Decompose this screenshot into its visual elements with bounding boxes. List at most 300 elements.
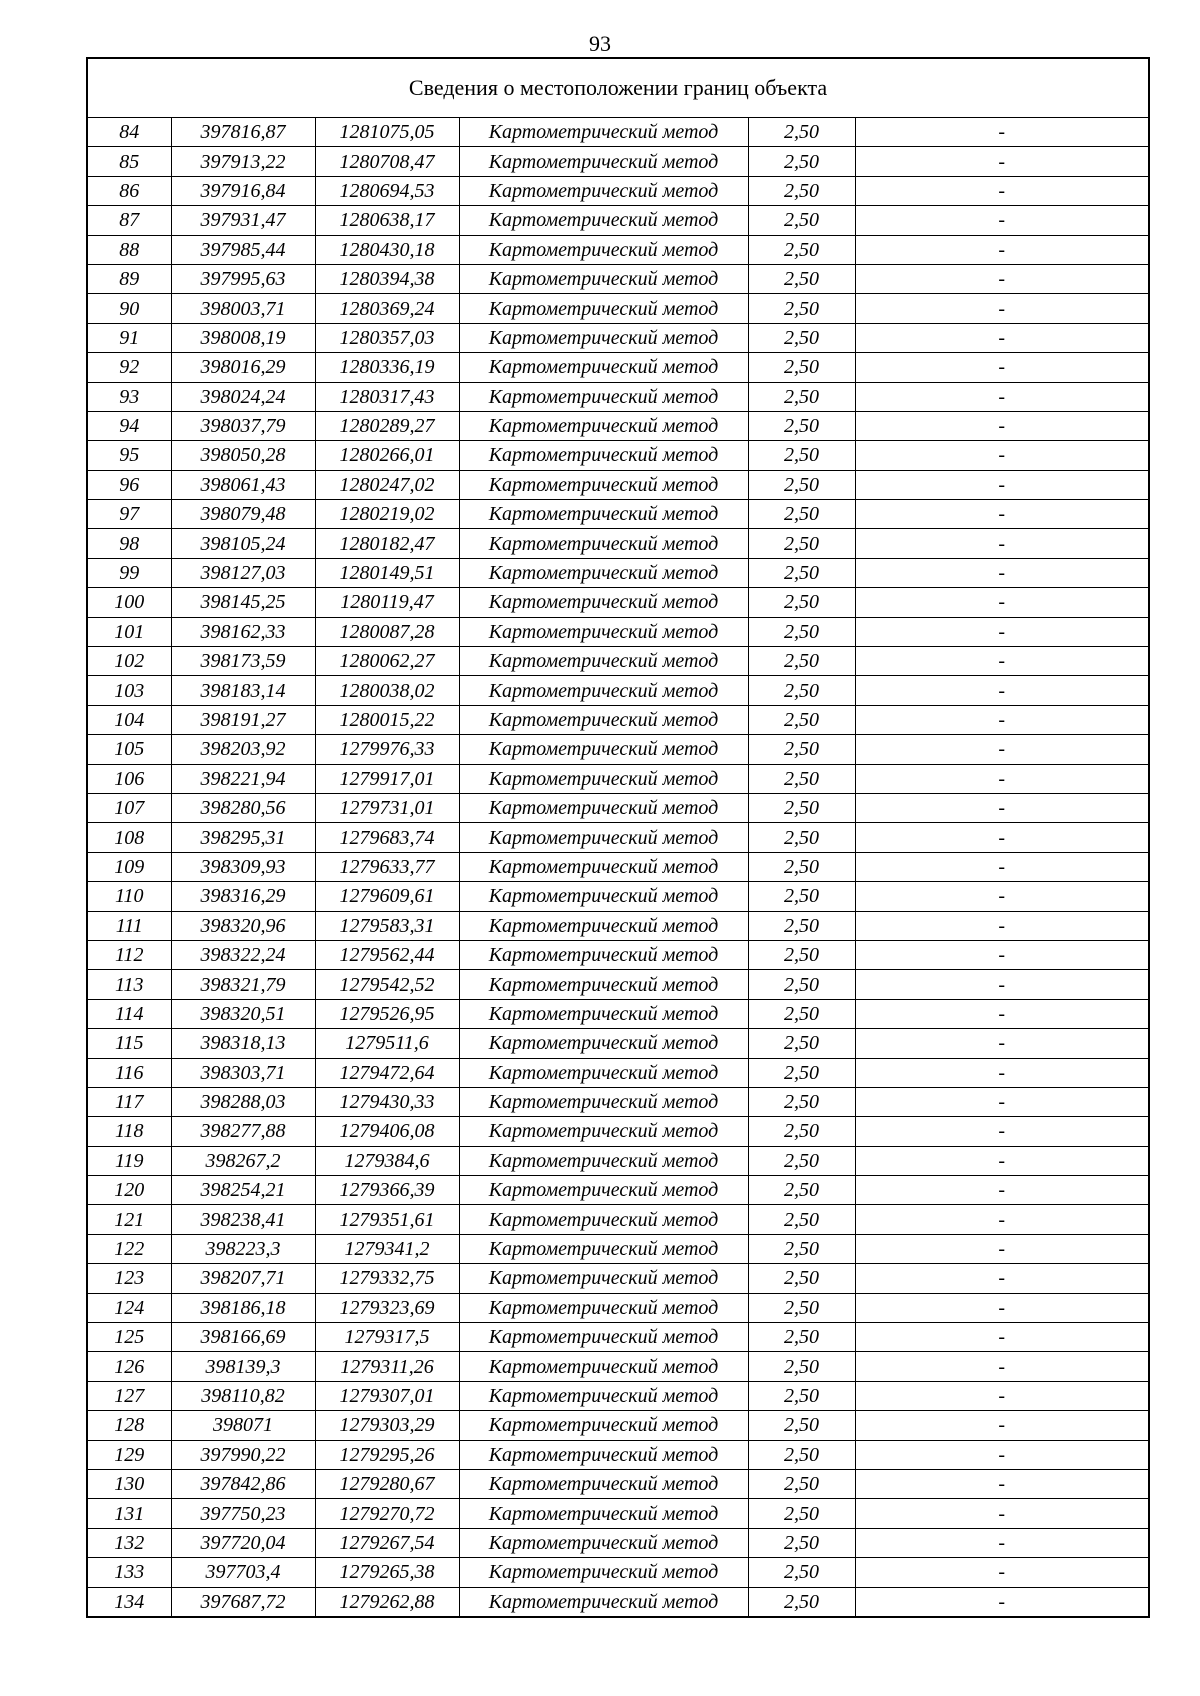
- y-coordinate-cell: 1281075,05: [315, 118, 459, 147]
- point-number-cell: 90: [87, 294, 171, 323]
- y-coordinate-cell: 1279270,72: [315, 1499, 459, 1528]
- description-cell: -: [855, 911, 1149, 940]
- x-coordinate-cell: 397913,22: [171, 147, 315, 176]
- description-cell: -: [855, 999, 1149, 1028]
- accuracy-cell: 2,50: [748, 735, 855, 764]
- description-cell: -: [855, 441, 1149, 470]
- accuracy-cell: 2,50: [748, 1352, 855, 1381]
- description-cell: -: [855, 940, 1149, 969]
- method-cell: Картометрический метод: [459, 1087, 748, 1116]
- accuracy-cell: 2,50: [748, 235, 855, 264]
- table-row: [87, 1293, 1149, 1322]
- method-cell: Картометрический метод: [459, 1528, 748, 1557]
- point-number-cell: 134: [87, 1587, 171, 1617]
- table-row: [87, 999, 1149, 1028]
- table-row: [87, 911, 1149, 940]
- x-coordinate-cell: 398277,88: [171, 1117, 315, 1146]
- accuracy-cell: 2,50: [748, 1293, 855, 1322]
- table-row: [87, 1117, 1149, 1146]
- point-number-cell: 103: [87, 676, 171, 705]
- method-cell: Картометрический метод: [459, 676, 748, 705]
- accuracy-cell: 2,50: [748, 1264, 855, 1293]
- method-cell: Картометрический метод: [459, 235, 748, 264]
- table-row: [87, 235, 1149, 264]
- x-coordinate-cell: 398318,13: [171, 1029, 315, 1058]
- method-cell: Картометрический метод: [459, 970, 748, 999]
- description-cell: -: [855, 647, 1149, 676]
- y-coordinate-cell: 1280119,47: [315, 588, 459, 617]
- accuracy-cell: 2,50: [748, 118, 855, 147]
- description-cell: -: [855, 1117, 1149, 1146]
- x-coordinate-cell: 397931,47: [171, 206, 315, 235]
- point-number-cell: 132: [87, 1528, 171, 1557]
- accuracy-cell: 2,50: [748, 1117, 855, 1146]
- table-row: [87, 353, 1149, 382]
- description-cell: -: [855, 235, 1149, 264]
- description-cell: -: [855, 1352, 1149, 1381]
- method-cell: Картометрический метод: [459, 1117, 748, 1146]
- table-row: [87, 118, 1149, 147]
- method-cell: Картометрический метод: [459, 1323, 748, 1352]
- point-number-cell: 101: [87, 617, 171, 646]
- x-coordinate-cell: 398016,29: [171, 353, 315, 382]
- y-coordinate-cell: 1280357,03: [315, 323, 459, 352]
- x-coordinate-cell: 398183,14: [171, 676, 315, 705]
- accuracy-cell: 2,50: [748, 940, 855, 969]
- description-cell: -: [855, 1587, 1149, 1617]
- point-number-cell: 133: [87, 1558, 171, 1587]
- method-cell: Картометрический метод: [459, 529, 748, 558]
- point-number-cell: 97: [87, 500, 171, 529]
- y-coordinate-cell: 1280149,51: [315, 558, 459, 587]
- point-number-cell: 127: [87, 1381, 171, 1410]
- point-number-cell: 89: [87, 264, 171, 293]
- point-number-cell: 110: [87, 882, 171, 911]
- description-cell: -: [855, 1558, 1149, 1587]
- table-row: [87, 1323, 1149, 1352]
- method-cell: Картометрический метод: [459, 617, 748, 646]
- point-number-cell: 115: [87, 1029, 171, 1058]
- accuracy-cell: 2,50: [748, 1323, 855, 1352]
- table-row: [87, 529, 1149, 558]
- accuracy-cell: 2,50: [748, 1176, 855, 1205]
- table-row: [87, 647, 1149, 676]
- x-coordinate-cell: 398127,03: [171, 558, 315, 587]
- point-number-cell: 131: [87, 1499, 171, 1528]
- point-number-cell: 124: [87, 1293, 171, 1322]
- method-cell: Картометрический метод: [459, 147, 748, 176]
- y-coordinate-cell: 1279406,08: [315, 1117, 459, 1146]
- point-number-cell: 130: [87, 1469, 171, 1498]
- point-number-cell: 128: [87, 1411, 171, 1440]
- description-cell: -: [855, 882, 1149, 911]
- y-coordinate-cell: 1279341,2: [315, 1234, 459, 1263]
- point-number-cell: 109: [87, 852, 171, 881]
- table-row: [87, 1176, 1149, 1205]
- x-coordinate-cell: 398223,3: [171, 1234, 315, 1263]
- x-coordinate-cell: 398254,21: [171, 1176, 315, 1205]
- table-row: [87, 1087, 1149, 1116]
- accuracy-cell: 2,50: [748, 1587, 855, 1617]
- method-cell: Картометрический метод: [459, 588, 748, 617]
- method-cell: Картометрический метод: [459, 1176, 748, 1205]
- y-coordinate-cell: 1279562,44: [315, 940, 459, 969]
- method-cell: Картометрический метод: [459, 1352, 748, 1381]
- accuracy-cell: 2,50: [748, 617, 855, 646]
- x-coordinate-cell: 398288,03: [171, 1087, 315, 1116]
- y-coordinate-cell: 1280247,02: [315, 470, 459, 499]
- accuracy-cell: 2,50: [748, 793, 855, 822]
- y-coordinate-cell: 1280369,24: [315, 294, 459, 323]
- accuracy-cell: 2,50: [748, 1499, 855, 1528]
- y-coordinate-cell: 1279472,64: [315, 1058, 459, 1087]
- description-cell: -: [855, 1528, 1149, 1557]
- x-coordinate-cell: 397703,4: [171, 1558, 315, 1587]
- x-coordinate-cell: 398105,24: [171, 529, 315, 558]
- y-coordinate-cell: 1279262,88: [315, 1587, 459, 1617]
- y-coordinate-cell: 1279976,33: [315, 735, 459, 764]
- table-row: [87, 264, 1149, 293]
- table-row: [87, 206, 1149, 235]
- method-cell: Картометрический метод: [459, 1264, 748, 1293]
- x-coordinate-cell: 397720,04: [171, 1528, 315, 1557]
- y-coordinate-cell: 1280638,17: [315, 206, 459, 235]
- x-coordinate-cell: 398280,56: [171, 793, 315, 822]
- description-cell: -: [855, 529, 1149, 558]
- table-row: [87, 764, 1149, 793]
- description-cell: -: [855, 1293, 1149, 1322]
- description-cell: -: [855, 500, 1149, 529]
- x-coordinate-cell: 397916,84: [171, 176, 315, 205]
- y-coordinate-cell: 1279609,61: [315, 882, 459, 911]
- description-cell: -: [855, 1234, 1149, 1263]
- accuracy-cell: 2,50: [748, 470, 855, 499]
- accuracy-cell: 2,50: [748, 323, 855, 352]
- point-number-cell: 111: [87, 911, 171, 940]
- x-coordinate-cell: 398173,59: [171, 647, 315, 676]
- table-row: [87, 1440, 1149, 1469]
- point-number-cell: 86: [87, 176, 171, 205]
- y-coordinate-cell: 1280015,22: [315, 705, 459, 734]
- description-cell: -: [855, 1176, 1149, 1205]
- y-coordinate-cell: 1279366,39: [315, 1176, 459, 1205]
- method-cell: Картометрический метод: [459, 823, 748, 852]
- x-coordinate-cell: 397750,23: [171, 1499, 315, 1528]
- method-cell: Картометрический метод: [459, 1440, 748, 1469]
- x-coordinate-cell: 398008,19: [171, 323, 315, 352]
- x-coordinate-cell: 398321,79: [171, 970, 315, 999]
- point-number-cell: 105: [87, 735, 171, 764]
- table-row: [87, 940, 1149, 969]
- description-cell: -: [855, 735, 1149, 764]
- y-coordinate-cell: 1279731,01: [315, 793, 459, 822]
- accuracy-cell: 2,50: [748, 911, 855, 940]
- x-coordinate-cell: 398110,82: [171, 1381, 315, 1410]
- y-coordinate-cell: 1280694,53: [315, 176, 459, 205]
- table-row: [87, 705, 1149, 734]
- y-coordinate-cell: 1280317,43: [315, 382, 459, 411]
- description-cell: -: [855, 264, 1149, 293]
- table-row: [87, 852, 1149, 881]
- table-row: [87, 558, 1149, 587]
- table-row: [87, 294, 1149, 323]
- accuracy-cell: 2,50: [748, 676, 855, 705]
- description-cell: -: [855, 353, 1149, 382]
- x-coordinate-cell: 398207,71: [171, 1264, 315, 1293]
- method-cell: Картометрический метод: [459, 470, 748, 499]
- method-cell: Картометрический метод: [459, 1587, 748, 1617]
- table-row: [87, 323, 1149, 352]
- x-coordinate-cell: 398238,41: [171, 1205, 315, 1234]
- y-coordinate-cell: 1279430,33: [315, 1087, 459, 1116]
- description-cell: -: [855, 323, 1149, 352]
- table-title-row: [87, 58, 1149, 118]
- point-number-cell: 85: [87, 147, 171, 176]
- x-coordinate-cell: 397985,44: [171, 235, 315, 264]
- x-coordinate-cell: 398320,96: [171, 911, 315, 940]
- point-number-cell: 99: [87, 558, 171, 587]
- table-row: [87, 176, 1149, 205]
- method-cell: Картометрический метод: [459, 764, 748, 793]
- y-coordinate-cell: 1279295,26: [315, 1440, 459, 1469]
- description-cell: -: [855, 1469, 1149, 1498]
- table-row: [87, 882, 1149, 911]
- x-coordinate-cell: 398322,24: [171, 940, 315, 969]
- y-coordinate-cell: 1279311,26: [315, 1352, 459, 1381]
- y-coordinate-cell: 1280219,02: [315, 500, 459, 529]
- description-cell: -: [855, 470, 1149, 499]
- description-cell: -: [855, 1440, 1149, 1469]
- table-row: [87, 1411, 1149, 1440]
- description-cell: -: [855, 147, 1149, 176]
- accuracy-cell: 2,50: [748, 1146, 855, 1175]
- accuracy-cell: 2,50: [748, 823, 855, 852]
- point-number-cell: 104: [87, 705, 171, 734]
- accuracy-cell: 2,50: [748, 1205, 855, 1234]
- y-coordinate-cell: 1279917,01: [315, 764, 459, 793]
- y-coordinate-cell: 1279583,31: [315, 911, 459, 940]
- point-number-cell: 121: [87, 1205, 171, 1234]
- description-cell: -: [855, 1146, 1149, 1175]
- x-coordinate-cell: 398203,92: [171, 735, 315, 764]
- y-coordinate-cell: 1279351,61: [315, 1205, 459, 1234]
- accuracy-cell: 2,50: [748, 147, 855, 176]
- accuracy-cell: 2,50: [748, 411, 855, 440]
- point-number-cell: 100: [87, 588, 171, 617]
- x-coordinate-cell: 398037,79: [171, 411, 315, 440]
- table-row: [87, 1381, 1149, 1410]
- accuracy-cell: 2,50: [748, 176, 855, 205]
- y-coordinate-cell: 1279633,77: [315, 852, 459, 881]
- description-cell: -: [855, 294, 1149, 323]
- description-cell: -: [855, 1264, 1149, 1293]
- y-coordinate-cell: 1279265,38: [315, 1558, 459, 1587]
- table-row: [87, 1352, 1149, 1381]
- table-row: [87, 823, 1149, 852]
- y-coordinate-cell: 1279280,67: [315, 1469, 459, 1498]
- description-cell: -: [855, 206, 1149, 235]
- method-cell: Картометрический метод: [459, 1381, 748, 1410]
- method-cell: Картометрический метод: [459, 353, 748, 382]
- x-coordinate-cell: 398024,24: [171, 382, 315, 411]
- x-coordinate-cell: 398139,3: [171, 1352, 315, 1381]
- table-body: [87, 58, 1149, 1617]
- method-cell: Картометрический метод: [459, 382, 748, 411]
- point-number-cell: 93: [87, 382, 171, 411]
- point-number-cell: 102: [87, 647, 171, 676]
- method-cell: Картометрический метод: [459, 705, 748, 734]
- accuracy-cell: 2,50: [748, 500, 855, 529]
- accuracy-cell: 2,50: [748, 382, 855, 411]
- method-cell: Картометрический метод: [459, 176, 748, 205]
- description-cell: -: [855, 176, 1149, 205]
- method-cell: Картометрический метод: [459, 264, 748, 293]
- point-number-cell: 96: [87, 470, 171, 499]
- description-cell: -: [855, 558, 1149, 587]
- y-coordinate-cell: 1279307,01: [315, 1381, 459, 1410]
- accuracy-cell: 2,50: [748, 529, 855, 558]
- boundary-coordinates-table: [86, 57, 1150, 1618]
- accuracy-cell: 2,50: [748, 852, 855, 881]
- x-coordinate-cell: 398071: [171, 1411, 315, 1440]
- method-cell: Картометрический метод: [459, 735, 748, 764]
- table-row: [87, 588, 1149, 617]
- x-coordinate-cell: 398166,69: [171, 1323, 315, 1352]
- x-coordinate-cell: 398191,27: [171, 705, 315, 734]
- accuracy-cell: 2,50: [748, 1411, 855, 1440]
- method-cell: Картометрический метод: [459, 1205, 748, 1234]
- description-cell: -: [855, 676, 1149, 705]
- y-coordinate-cell: 1280336,19: [315, 353, 459, 382]
- description-cell: -: [855, 411, 1149, 440]
- x-coordinate-cell: 398061,43: [171, 470, 315, 499]
- x-coordinate-cell: 398303,71: [171, 1058, 315, 1087]
- description-cell: -: [855, 118, 1149, 147]
- method-cell: Картометрический метод: [459, 323, 748, 352]
- description-cell: -: [855, 970, 1149, 999]
- point-number-cell: 120: [87, 1176, 171, 1205]
- accuracy-cell: 2,50: [748, 1234, 855, 1263]
- y-coordinate-cell: 1280266,01: [315, 441, 459, 470]
- y-coordinate-cell: 1280394,38: [315, 264, 459, 293]
- description-cell: -: [855, 1381, 1149, 1410]
- description-cell: -: [855, 823, 1149, 852]
- point-number-cell: 98: [87, 529, 171, 558]
- point-number-cell: 123: [87, 1264, 171, 1293]
- point-number-cell: 88: [87, 235, 171, 264]
- description-cell: -: [855, 617, 1149, 646]
- point-number-cell: 114: [87, 999, 171, 1028]
- method-cell: Картометрический метод: [459, 294, 748, 323]
- accuracy-cell: 2,50: [748, 1440, 855, 1469]
- table-row: [87, 147, 1149, 176]
- y-coordinate-cell: 1280087,28: [315, 617, 459, 646]
- method-cell: Картометрический метод: [459, 911, 748, 940]
- method-cell: Картометрический метод: [459, 852, 748, 881]
- point-number-cell: 94: [87, 411, 171, 440]
- table-row: [87, 1528, 1149, 1557]
- point-number-cell: 107: [87, 793, 171, 822]
- point-number-cell: 119: [87, 1146, 171, 1175]
- point-number-cell: 117: [87, 1087, 171, 1116]
- table-row: [87, 735, 1149, 764]
- y-coordinate-cell: 1280289,27: [315, 411, 459, 440]
- point-number-cell: 91: [87, 323, 171, 352]
- point-number-cell: 126: [87, 1352, 171, 1381]
- method-cell: Картометрический метод: [459, 206, 748, 235]
- method-cell: Картометрический метод: [459, 1234, 748, 1263]
- method-cell: Картометрический метод: [459, 1146, 748, 1175]
- accuracy-cell: 2,50: [748, 353, 855, 382]
- description-cell: -: [855, 382, 1149, 411]
- page-number: 93: [589, 31, 611, 56]
- method-cell: Картометрический метод: [459, 793, 748, 822]
- y-coordinate-cell: 1279317,5: [315, 1323, 459, 1352]
- method-cell: Картометрический метод: [459, 1558, 748, 1587]
- table-row: [87, 382, 1149, 411]
- point-number-cell: 84: [87, 118, 171, 147]
- method-cell: Картометрический метод: [459, 118, 748, 147]
- y-coordinate-cell: 1279303,29: [315, 1411, 459, 1440]
- accuracy-cell: 2,50: [748, 999, 855, 1028]
- description-cell: -: [855, 1411, 1149, 1440]
- x-coordinate-cell: 398267,2: [171, 1146, 315, 1175]
- method-cell: Картометрический метод: [459, 558, 748, 587]
- table-row: [87, 1469, 1149, 1498]
- method-cell: Картометрический метод: [459, 500, 748, 529]
- accuracy-cell: 2,50: [748, 294, 855, 323]
- x-coordinate-cell: 398295,31: [171, 823, 315, 852]
- point-number-cell: 118: [87, 1117, 171, 1146]
- description-cell: -: [855, 1205, 1149, 1234]
- description-cell: -: [855, 1029, 1149, 1058]
- y-coordinate-cell: 1280430,18: [315, 235, 459, 264]
- y-coordinate-cell: 1280182,47: [315, 529, 459, 558]
- accuracy-cell: 2,50: [748, 882, 855, 911]
- table-row: [87, 1587, 1149, 1617]
- point-number-cell: 116: [87, 1058, 171, 1087]
- table-row: [87, 1058, 1149, 1087]
- point-number-cell: 112: [87, 940, 171, 969]
- table-row: [87, 1264, 1149, 1293]
- table-row: [87, 1234, 1149, 1263]
- description-cell: -: [855, 1323, 1149, 1352]
- accuracy-cell: 2,50: [748, 206, 855, 235]
- x-coordinate-cell: 398320,51: [171, 999, 315, 1028]
- accuracy-cell: 2,50: [748, 558, 855, 587]
- x-coordinate-cell: 398221,94: [171, 764, 315, 793]
- accuracy-cell: 2,50: [748, 1558, 855, 1587]
- point-number-cell: 125: [87, 1323, 171, 1352]
- y-coordinate-cell: 1279511,6: [315, 1029, 459, 1058]
- x-coordinate-cell: 398050,28: [171, 441, 315, 470]
- description-cell: -: [855, 705, 1149, 734]
- x-coordinate-cell: 398079,48: [171, 500, 315, 529]
- y-coordinate-cell: 1279683,74: [315, 823, 459, 852]
- y-coordinate-cell: 1279526,95: [315, 999, 459, 1028]
- point-number-cell: 92: [87, 353, 171, 382]
- point-number-cell: 108: [87, 823, 171, 852]
- y-coordinate-cell: 1280708,47: [315, 147, 459, 176]
- method-cell: Картометрический метод: [459, 1058, 748, 1087]
- x-coordinate-cell: 398186,18: [171, 1293, 315, 1322]
- point-number-cell: 95: [87, 441, 171, 470]
- x-coordinate-cell: 397990,22: [171, 1440, 315, 1469]
- y-coordinate-cell: 1279384,6: [315, 1146, 459, 1175]
- accuracy-cell: 2,50: [748, 588, 855, 617]
- table-row: [87, 1205, 1149, 1234]
- method-cell: Картометрический метод: [459, 1469, 748, 1498]
